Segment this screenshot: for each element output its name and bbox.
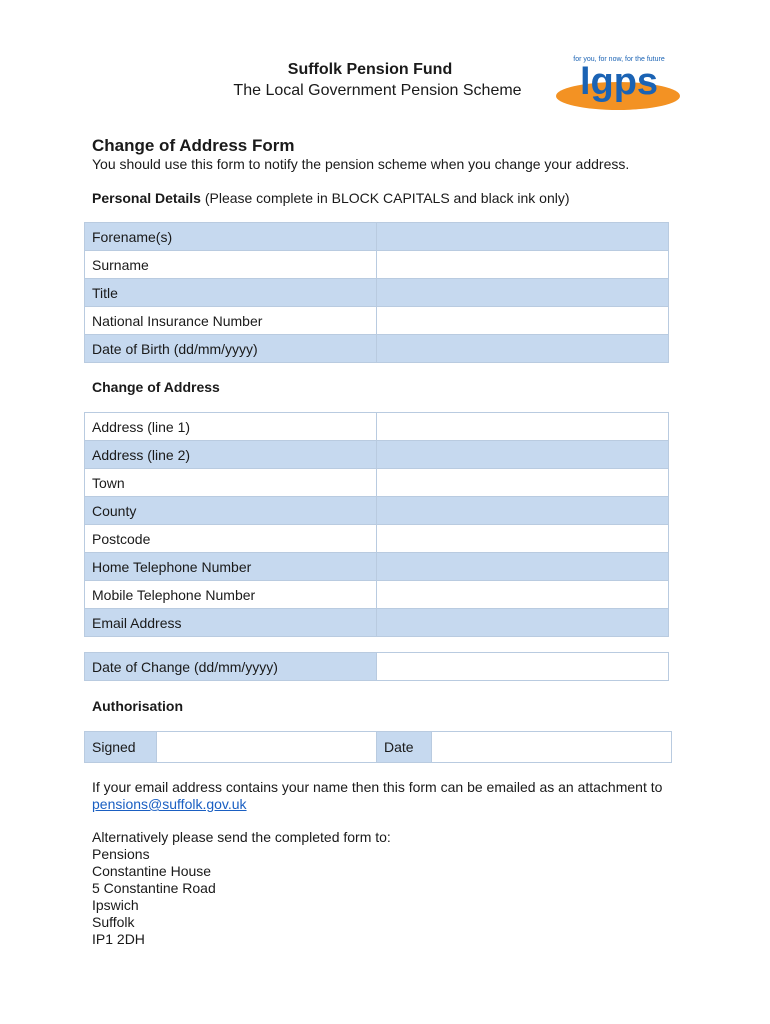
- home-phone-input[interactable]: [377, 553, 669, 581]
- forename-input[interactable]: [377, 223, 669, 251]
- table-row: [85, 497, 669, 525]
- address-line: Constantine House: [92, 863, 212, 879]
- authorisation-table: [84, 731, 672, 763]
- address-line: Ipswich: [92, 897, 139, 913]
- table-row: [85, 732, 672, 763]
- lgps-logo: [556, 54, 682, 112]
- field-label: Email Address: [85, 609, 377, 637]
- table-row: [85, 251, 669, 279]
- table-row: [85, 279, 669, 307]
- surname-input[interactable]: [377, 251, 669, 279]
- field-label: Home Telephone Number: [85, 553, 377, 581]
- field-label: Surname: [85, 251, 377, 279]
- date-label: Date: [377, 732, 432, 763]
- authorisation-heading: Authorisation: [92, 698, 183, 714]
- table-row: [85, 223, 669, 251]
- field-label: Mobile Telephone Number: [85, 581, 377, 609]
- dob-input[interactable]: [377, 335, 669, 363]
- table-row: [85, 441, 669, 469]
- address-line: 5 Constantine Road: [92, 880, 216, 896]
- table-row: [85, 653, 669, 681]
- address-line2-input[interactable]: [377, 441, 669, 469]
- postal-instructions: Alternatively please send the completed form to:: [92, 829, 391, 845]
- table-row: [85, 413, 669, 441]
- fund-title: Suffolk Pension Fund: [287, 61, 453, 78]
- personal-details-heading: Personal Details: [92, 190, 201, 206]
- table-row: [85, 525, 669, 553]
- field-label: Address (line 2): [85, 441, 377, 469]
- field-label: Forename(s): [85, 223, 377, 251]
- table-row: [85, 469, 669, 497]
- table-row: [85, 581, 669, 609]
- signed-label: Signed: [85, 732, 157, 763]
- county-input[interactable]: [377, 497, 669, 525]
- lgps-tagline: for you, for now, for the future: [573, 56, 665, 63]
- postal-address-block: [92, 829, 391, 948]
- field-label: Date of Change (dd/mm/yyyy): [85, 653, 377, 681]
- postcode-input[interactable]: [377, 525, 669, 553]
- field-label: Address (line 1): [85, 413, 377, 441]
- mobile-phone-input[interactable]: [377, 581, 669, 609]
- form-title: Change of Address Form: [92, 136, 295, 155]
- date-of-change-table: [84, 652, 669, 681]
- change-of-address-table: [84, 412, 669, 637]
- field-label: Title: [85, 279, 377, 307]
- personal-details-note: (Please complete in BLOCK CAPITALS and black ink only): [204, 190, 570, 206]
- scheme-subtitle: The Local Government Pension Scheme: [233, 82, 522, 99]
- address-line1-input[interactable]: [377, 413, 669, 441]
- table-row: [85, 307, 669, 335]
- field-label: Town: [85, 469, 377, 497]
- lgps-logo-graphic: [556, 54, 682, 112]
- ni-number-input[interactable]: [377, 307, 669, 335]
- town-input[interactable]: [377, 469, 669, 497]
- signature-field[interactable]: [157, 732, 377, 763]
- table-row: [85, 335, 669, 363]
- signature-date-field[interactable]: [432, 732, 672, 763]
- email-input[interactable]: [377, 609, 669, 637]
- date-of-change-input[interactable]: [377, 653, 669, 681]
- email-instructions: [92, 779, 742, 813]
- field-label: Date of Birth (dd/mm/yyyy): [85, 335, 377, 363]
- address-line: Pensions: [92, 846, 150, 862]
- table-row: [85, 609, 669, 637]
- form-intro: You should use this form to notify the pension scheme when you change your address.: [92, 156, 630, 172]
- email-link[interactable]: pensions@suffolk.gov.uk: [92, 796, 247, 812]
- field-label: National Insurance Number: [85, 307, 377, 335]
- personal-details-table: [84, 222, 669, 363]
- email-instructions-text: If your email address contains your name then this form can be emailed as an attachment to: [92, 779, 663, 795]
- address-line: IP1 2DH: [92, 931, 145, 947]
- title-input[interactable]: [377, 279, 669, 307]
- lgps-wordmark: lgps: [579, 61, 659, 103]
- field-label: Postcode: [85, 525, 377, 553]
- table-row: [85, 553, 669, 581]
- address-line: Suffolk: [92, 914, 135, 930]
- change-of-address-heading: Change of Address: [92, 379, 220, 395]
- field-label: County: [85, 497, 377, 525]
- personal-details-heading-line: [92, 190, 570, 206]
